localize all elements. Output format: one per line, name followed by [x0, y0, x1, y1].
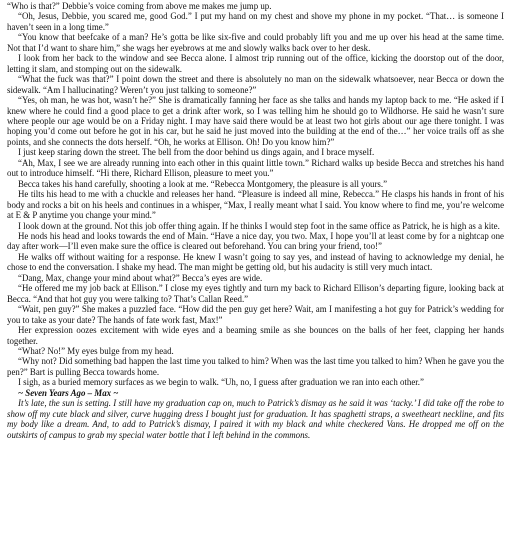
paragraph: “Oh, Jesus, Debbie, you scared me, good God.” I put my hand on my chest and shove my phone in my pocket. “That… is someone I haven’t seen in a long time.” [7, 11, 504, 32]
paragraph: He nods his head and looks towards the end of Main. “Have a nice day, you two. Max, I hope you’ll at least come by for a nightcap one day after work—I’ll even make sure the office is cleared out beforehand. You can bring your friend, too!” [7, 230, 504, 252]
flashback-paragraph: It’s late, the sun is setting. I still have my graduation cap on, much to Patrick’s dismay as he said it was ‘tacky.’ I did take off the robe to show off my cute black and silver, curve hugging dress I bought just for graduation. It has spaghetti straps, a sweetheart neckline, and fits my body like a dream. And, to add to Patrick’s dismay, I paired it with my black and white checkered Vans. He dropped me off on the outskirts of campus to grab my special water bottle that I left behind in the commons. [7, 398, 504, 440]
paragraph: “Wait, pen guy?” She makes a puzzled face. “How did the pen guy get here? Wait, am I manifesting a hot guy for Patrick’s wedding for you to take as your date? The hands of fate work fast, Max!” [7, 304, 504, 325]
paragraph: I look down at the ground. Not this job offer thing again. If he thinks I would step foot in the same office as Patrick, he is high as a kite. [18, 220, 500, 231]
paragraph: “Dang, Max, change your mind about what?” Becca’s eyes are wide. [18, 272, 263, 283]
paragraph: “You know that beefcake of a man? He’s gotta be like six-five and could probably lift you and me up over his head at the same time. Not that I’d want to share him,” she wags her eyebrows at me and slowly walks back over to her desk. [7, 32, 504, 53]
paragraph: “What? No!” My eyes bulge from my head. [18, 345, 174, 356]
paragraph: “What the fuck was that?” I point down the street and there is absolutely no man on the sidewalk whatsoever, near Becca or down the sidewalk. “Am I hallucinating? Weren’t you just talking to someone?” [7, 74, 504, 95]
scene-break-heading: ~ Seven Years Ago – Max ~ [18, 387, 119, 398]
paragraph: “Who is that?” Debbie’s voice coming from above me makes me jump up. [7, 1, 272, 11]
paragraph: “Why not? Did something bad happen the last time you talked to him? When was the last time you talked to him? When he gave you the pen?” Bart is pulling Becca towards home. [7, 356, 504, 377]
paragraph: I look from her back to the window and see Becca alone. I almost trip running out of the office, kicking the doorstop out of the door, letting it slam, and stomping out on the sidewalk. [7, 53, 504, 74]
paragraph: “He offered me my job back at Ellison.” I close my eyes tightly and turn my back to Richard Ellison’s departing figure, looking back at Becca. “And that hot guy you were talking to? That’s Callan Reed.” [7, 283, 504, 304]
paragraph: I sigh, as a buried memory surfaces as we begin to walk. “Uh, no, I guess after graduation we ran into each other.” [18, 377, 424, 388]
paragraph: He tilts his head to me with a chuckle and releases her hand. “Pleasure is indeed all mine, Rebecca.” He clasps his hands in front of his body and rocks a bit on his heels and continues in a whisper, “Max, I really meant what I said. You know where to find me, you’re welcome at E & P anytime you change your mind.” [7, 189, 505, 221]
paragraph: “Yes, oh man, he was hot, wasn’t he?” She is dramatically fanning her face as she talks and hands my laptop back to me. “He asked if I knew where he could find a good place to get a drink after work, so I was telling him he should go to Wildhorse. He said he wasn’t sure where people our age would be on a Friday night. I may have said there would be at least two hot girls about our age there tonight. I was hoping you’d come out before he got in his car, but he said he just moved into the building at the end of the…” her voice trails off as she points, and she connects the dots herself. “Oh, he works at Ellison. Oh! Do you know him?” [7, 95, 504, 147]
paragraph: Becca takes his hand carefully, shooting a look at me. “Rebecca Montgomery, the pleasure is all yours.” [18, 178, 388, 189]
paragraph: Her expression oozes excitement with wide eyes and a beaming smile as she bounces on the balls of her feet, clapping her hands together. [7, 325, 504, 346]
paragraph: I just keep staring down the street. The bell from the door behind us dings again, and I brace myself. [18, 147, 375, 158]
paragraph: He walks off without waiting for a response. He knew I wasn’t going to say yes, and instead of having to acknowledge my denial, he chose to end the conversation. I shake my head. The man might be getting old, but his audacity is still very much intact. [7, 251, 504, 273]
paragraph: “Ah, Max, I see we are already running into each other in this quaint little town.” Richard walks up beside Becca and stretches his hand out to introduce himself. “Hi there, Richard Ellison, pleasure to meet you.” [7, 157, 504, 179]
